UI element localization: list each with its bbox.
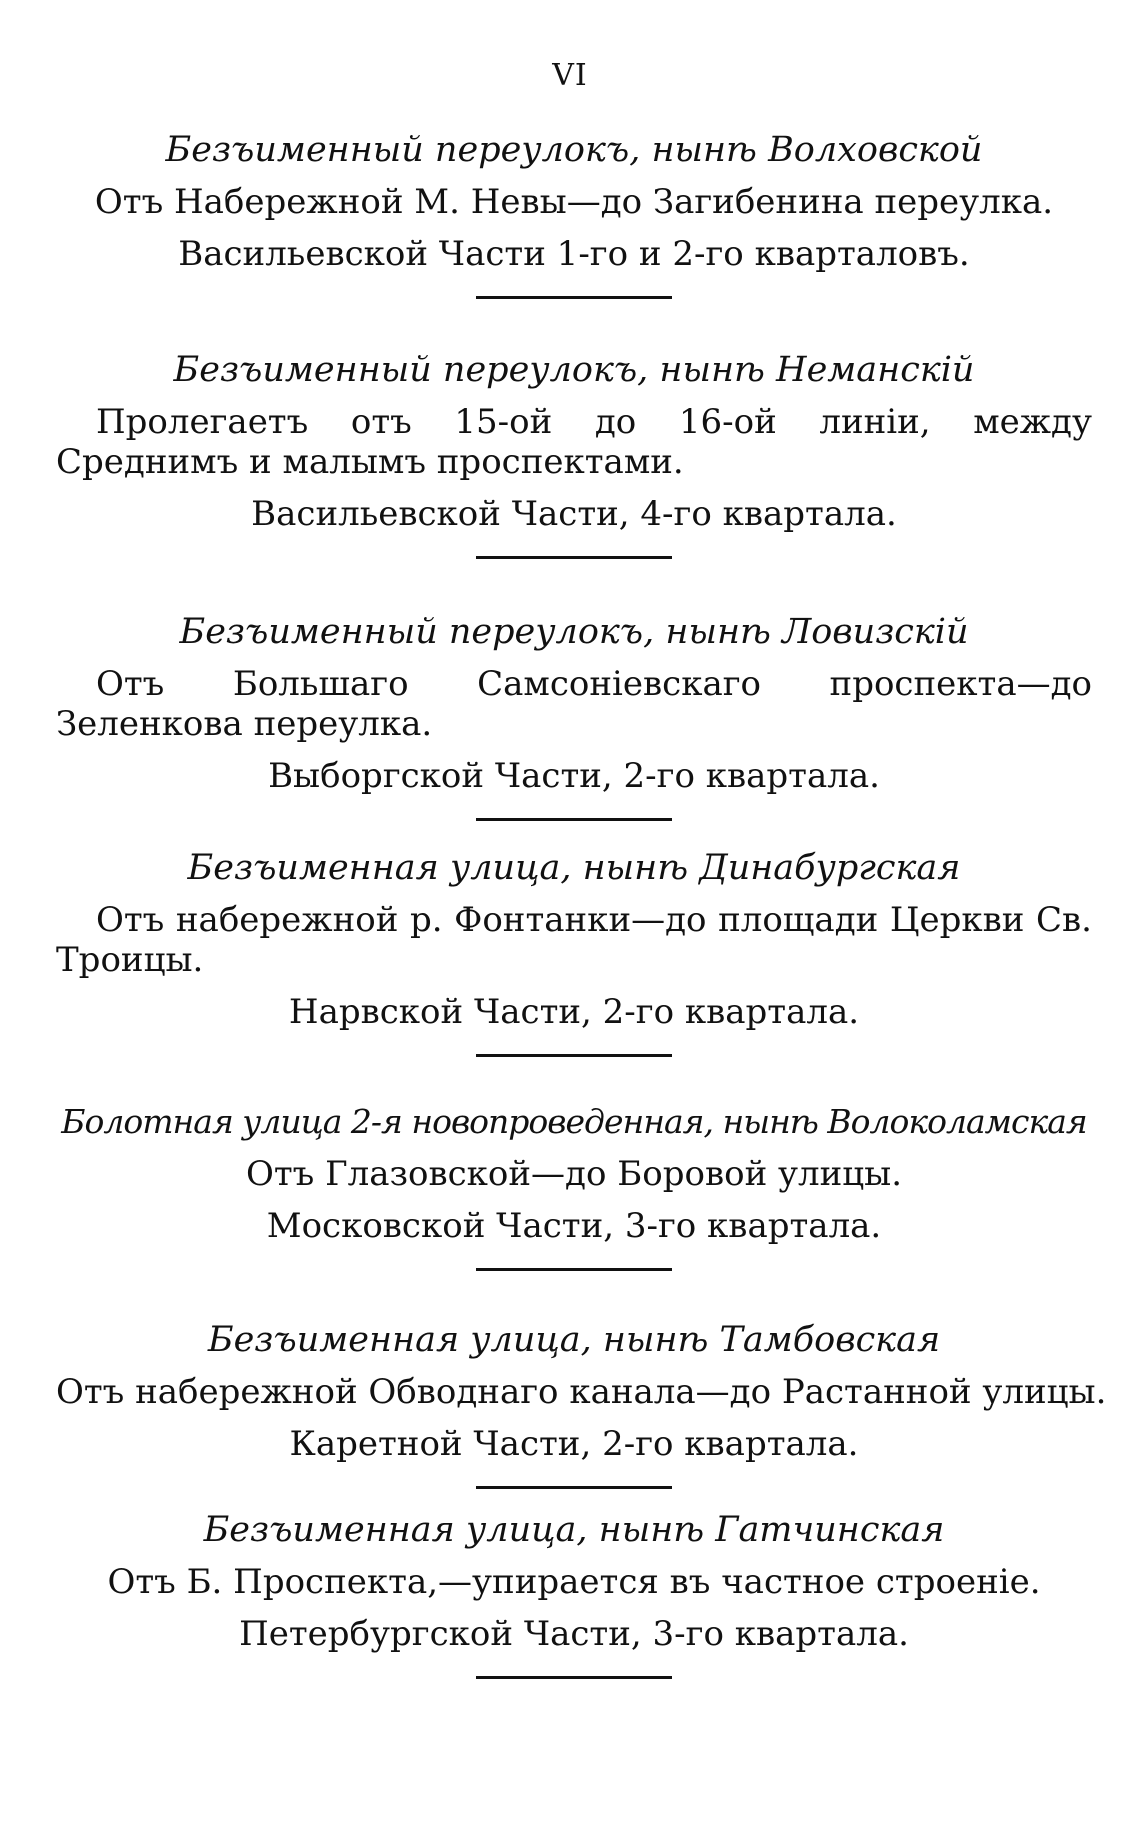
street-entry-volokolamskaya: [56, 1102, 1092, 1271]
entry-district: Каретной Части, 2-го квартала.: [289, 1424, 859, 1464]
page-number: VI: [552, 58, 588, 93]
street-entry-gatchinskaya: [56, 1510, 1092, 1679]
section-divider: [476, 556, 672, 559]
section-divider: [476, 1486, 672, 1489]
entry-district: Васильевской Части, 4-го квартала.: [251, 494, 897, 534]
entry-description: Отъ Набережной М. Невы—до Загибенина переулка.: [94, 182, 1054, 222]
street-entry-tambovskaya: [56, 1320, 1107, 1489]
entry-district: Московской Части, 3-го квартала.: [266, 1206, 882, 1246]
section-divider: [476, 1676, 672, 1679]
section-divider: [476, 818, 672, 821]
section-divider: [476, 1268, 672, 1271]
section-divider: [476, 1054, 672, 1057]
entry-district: Васильевской Части 1-го и 2-го кварталовъ.: [178, 234, 970, 274]
entry-description: Отъ набережной Обводнаго канала—до Растанной улицы.: [56, 1372, 1107, 1412]
entry-district: Нарвской Части, 2-го квартала.: [288, 992, 860, 1032]
street-entry-lovizskiy: [56, 612, 1092, 821]
entry-description: Отъ Большаго Самсонiевскаго проспекта—до Зеленкова переулка.: [56, 664, 1092, 744]
entry-heading: Безъименная улица, нынѣ Гатчинская: [203, 1510, 945, 1550]
entry-heading: Безъименный переулокъ, нынѣ Волховской: [165, 130, 983, 170]
entry-heading: Безъименная улица, нынѣ Тамбовская: [207, 1320, 941, 1360]
entry-description: Пролегаетъ отъ 15-ой до 16-ой линiи, между Среднимъ и малымъ проспектами.: [56, 402, 1092, 482]
entry-heading: Болотная улица 2-я новопроведенная, нынѣ Волоколамская: [61, 1102, 1087, 1141]
street-entry-nemanskiy: [56, 350, 1092, 559]
entry-description: Отъ Глазовской—до Боровой улицы.: [245, 1154, 903, 1194]
entry-heading: Безъименный переулокъ, нынѣ Неманскiй: [173, 350, 975, 390]
entry-district: Выборгской Части, 2-го квартала.: [268, 756, 880, 796]
street-entry-dinaburgskaya: [56, 848, 1092, 1057]
entry-description: Отъ Б. Проспекта,—упирается въ частное строенiе.: [107, 1562, 1041, 1602]
entry-district: Петербургской Части, 3-го квартала.: [239, 1614, 909, 1654]
street-entry-volkhovskoy: [56, 130, 1092, 299]
section-divider: [476, 296, 672, 299]
entry-heading: Безъименная улица, нынѣ Динабургская: [187, 848, 961, 888]
entry-description: Отъ набережной р. Фонтанки—до площади Церкви Св. Троицы.: [56, 900, 1092, 980]
entry-heading: Безъименный переулокъ, нынѣ Ловизскiй: [179, 612, 969, 652]
